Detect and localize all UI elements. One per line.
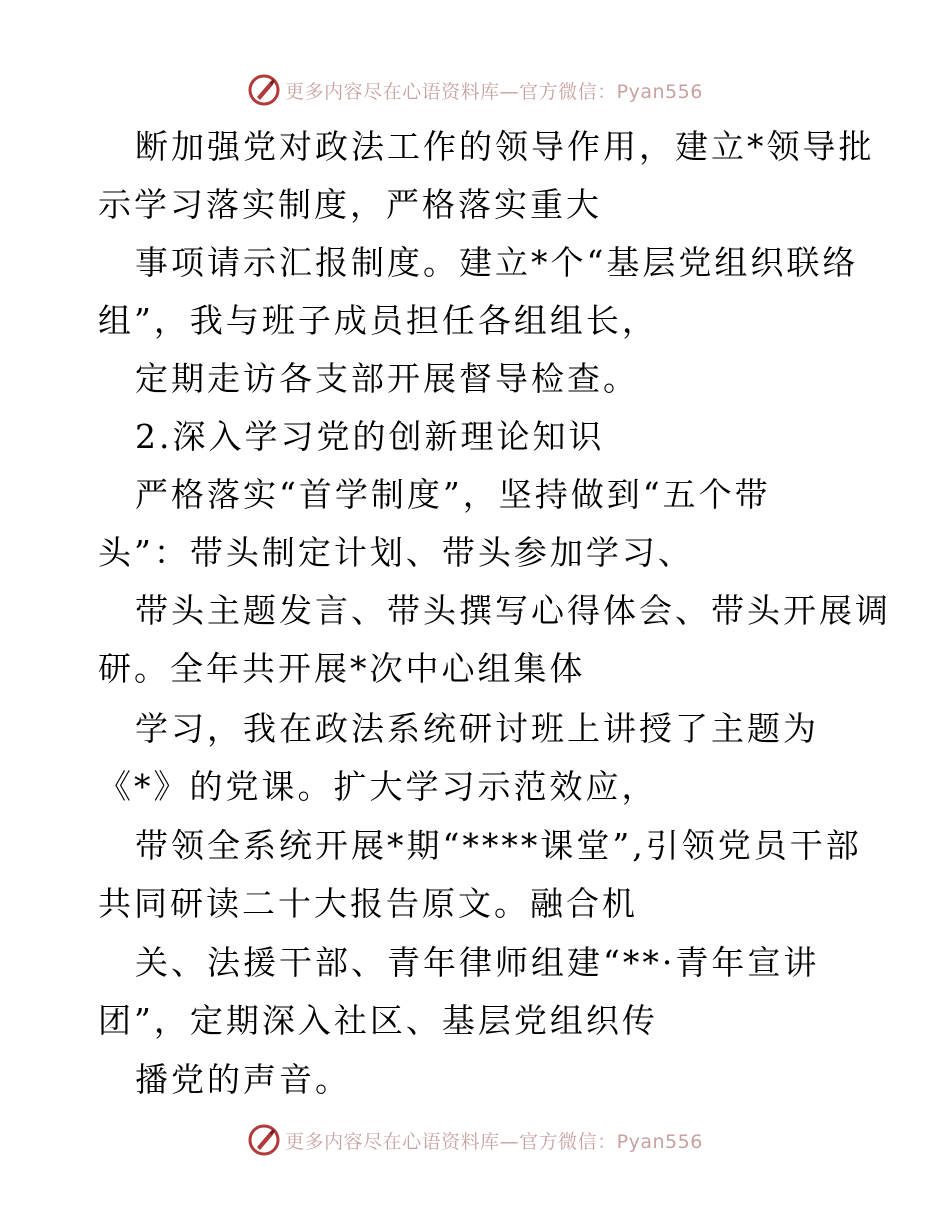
paragraph-line: 事项请示汇报制度。建立*个“基层党组织联络 (135, 243, 859, 282)
paragraph-line: 关、法援干部、青年律师组建“**·青年宣讲 (135, 943, 820, 982)
watermark-text: 更多内容尽在心语资料库—官方微信：Pyan556 (285, 1130, 703, 1153)
paragraph-line: 组”，我与班子成员担任各组组长， (98, 301, 658, 340)
paragraph-line: 头”：带头制定计划、带头参加学习、 (98, 533, 694, 572)
footer-watermark (0, 1120, 950, 1160)
paragraph-line: 严格落实“首学制度”，坚持做到“五个带 (135, 475, 771, 514)
paragraph-line: 学习，我在政法系统研讨班上讲授了主题为 (135, 709, 819, 748)
paragraph-line: 团”，定期深入社区、基层党组织传 (98, 1001, 658, 1040)
paragraph-line: 播党的声音。 (135, 1060, 351, 1099)
pen-seal-icon (247, 1123, 281, 1157)
paragraph-line: 示学习落实制度，严格落实重大 (98, 185, 602, 224)
watermark-text: 更多内容尽在心语资料库—官方微信：Pyan556 (285, 80, 703, 103)
paragraph-line: 定期走访各支部开展督导检查。 (135, 359, 639, 398)
paragraph-line: 断加强党对政法工作的领导作用，建立*领导批 (135, 127, 875, 166)
paragraph-line: 共同研读二十大报告原文。融合机 (98, 884, 638, 923)
paragraph-line: 研。全年共开展*次中心组集体 (98, 649, 586, 688)
paragraph-line: 带领全系统开展*期“****课堂”,引领党员干部 (135, 826, 862, 865)
paragraph-line: 带头主题发言、带头撰写心得体会、带头开展调 (135, 591, 891, 630)
paragraph-line: 《*》的党课。扩大学习示范效应， (98, 767, 658, 806)
section-heading: 2.深入学习党的创新理论知识 (135, 417, 605, 456)
